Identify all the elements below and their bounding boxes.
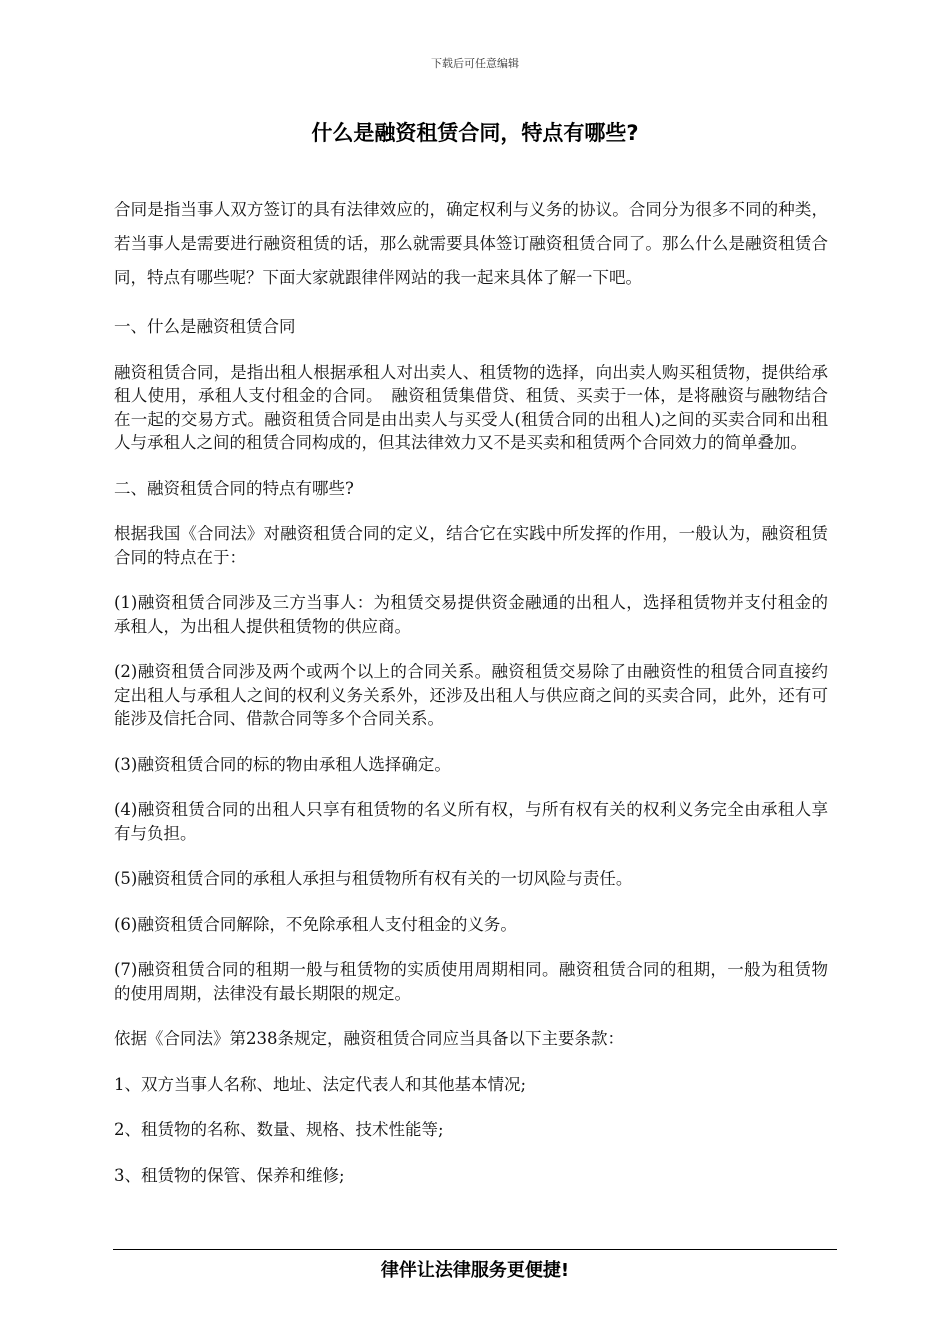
feature-point: (7)融资租赁合同的租期一般与租赁物的实质使用周期相同。融资租赁合同的租期，一般为租赁物的使用周期，法律没有最长期限的规定。 <box>114 960 828 1003</box>
feature-point: (1)融资租赁合同涉及三方当事人：为租赁交易提供资金融通的出租人，选择租赁物并支付租金的承租人，为出租人提供租赁物的供应商。 <box>114 593 828 636</box>
section-2-heading: 二、融资租赁合同的特点有哪些? <box>114 478 354 498</box>
footer-divider <box>113 1249 837 1250</box>
section-1-heading: 一、什么是融资租赁合同 <box>114 317 296 336</box>
section-2-intro: 根据我国《合同法》对融资租赁合同的定义，结合它在实践中所发挥的作用，一般认为，融资租赁合同的特点在于： <box>114 524 828 567</box>
feature-point: (4)融资租赁合同的出租人只享有租赁物的名义所有权，与所有权有关的权利义务完全由承租人享有与负担。 <box>114 800 828 843</box>
page-title: 什么是融资租赁合同，特点有哪些? <box>311 121 639 145</box>
clauses-intro: 依据《合同法》第238条规定，融资租赁合同应当具备以下主要条款： <box>114 1029 624 1048</box>
clause-item: 1、双方当事人名称、地址、法定代表人和其他基本情况; <box>114 1074 527 1094</box>
document-body <box>114 193 828 1209</box>
intro-paragraph: 合同是指当事人双方签订的具有法律效应的，确定权利与义务的协议。合同分为很多不同的种类，若当事人是需要进行融资租赁的话，那么就需要具体签订融资租赁合同了。那么什么是融资租赁合同，特点有哪些呢？下面大家就跟律伴网站的我一起来具体了解一下吧。 <box>114 200 828 287</box>
clause-item: 2、租赁物的名称、数量、规格、技术性能等; <box>114 1120 444 1139</box>
footer-slogan: 律伴让法律服务更便捷! <box>380 1260 570 1281</box>
feature-point: (6)融资租赁合同解除，不免除承租人支付租金的义务。 <box>114 914 517 934</box>
feature-point: (3)融资租赁合同的标的物由承租人选择确定。 <box>114 754 451 774</box>
section-1-body: 融资租赁合同，是指出租人根据承租人对出卖人、租赁物的选择，向出卖人购买租赁物，提供给承租人使用，承租人支付租金的合同。 融资租赁集借贷、租赁、买卖于一体，是将融资与融物结合在一起的交易方式。融资租赁合同是由出卖人与买受人(租赁合同的出租人)之间的买卖合同和出租人与承租人之间的租赁合同构成的，但其法律效力又不是买卖和租赁两个合同效力的简单叠加。 <box>114 362 828 452</box>
header-note: 下载后可任意编辑 <box>431 57 519 70</box>
feature-point: (5)融资租赁合同的承租人承担与租赁物所有权有关的一切风险与责任。 <box>114 869 633 888</box>
feature-point: (2)融资租赁合同涉及两个或两个以上的合同关系。融资租赁交易除了由融资性的租赁合同直接约定出租人与承租人之间的权利义务关系外，还涉及出租人与供应商之间的买卖合同，此外，还有可能涉及信托合同、借款合同等多个合同关系。 <box>114 662 828 728</box>
clause-item: 3、租赁物的保管、保养和维修; <box>114 1165 345 1185</box>
